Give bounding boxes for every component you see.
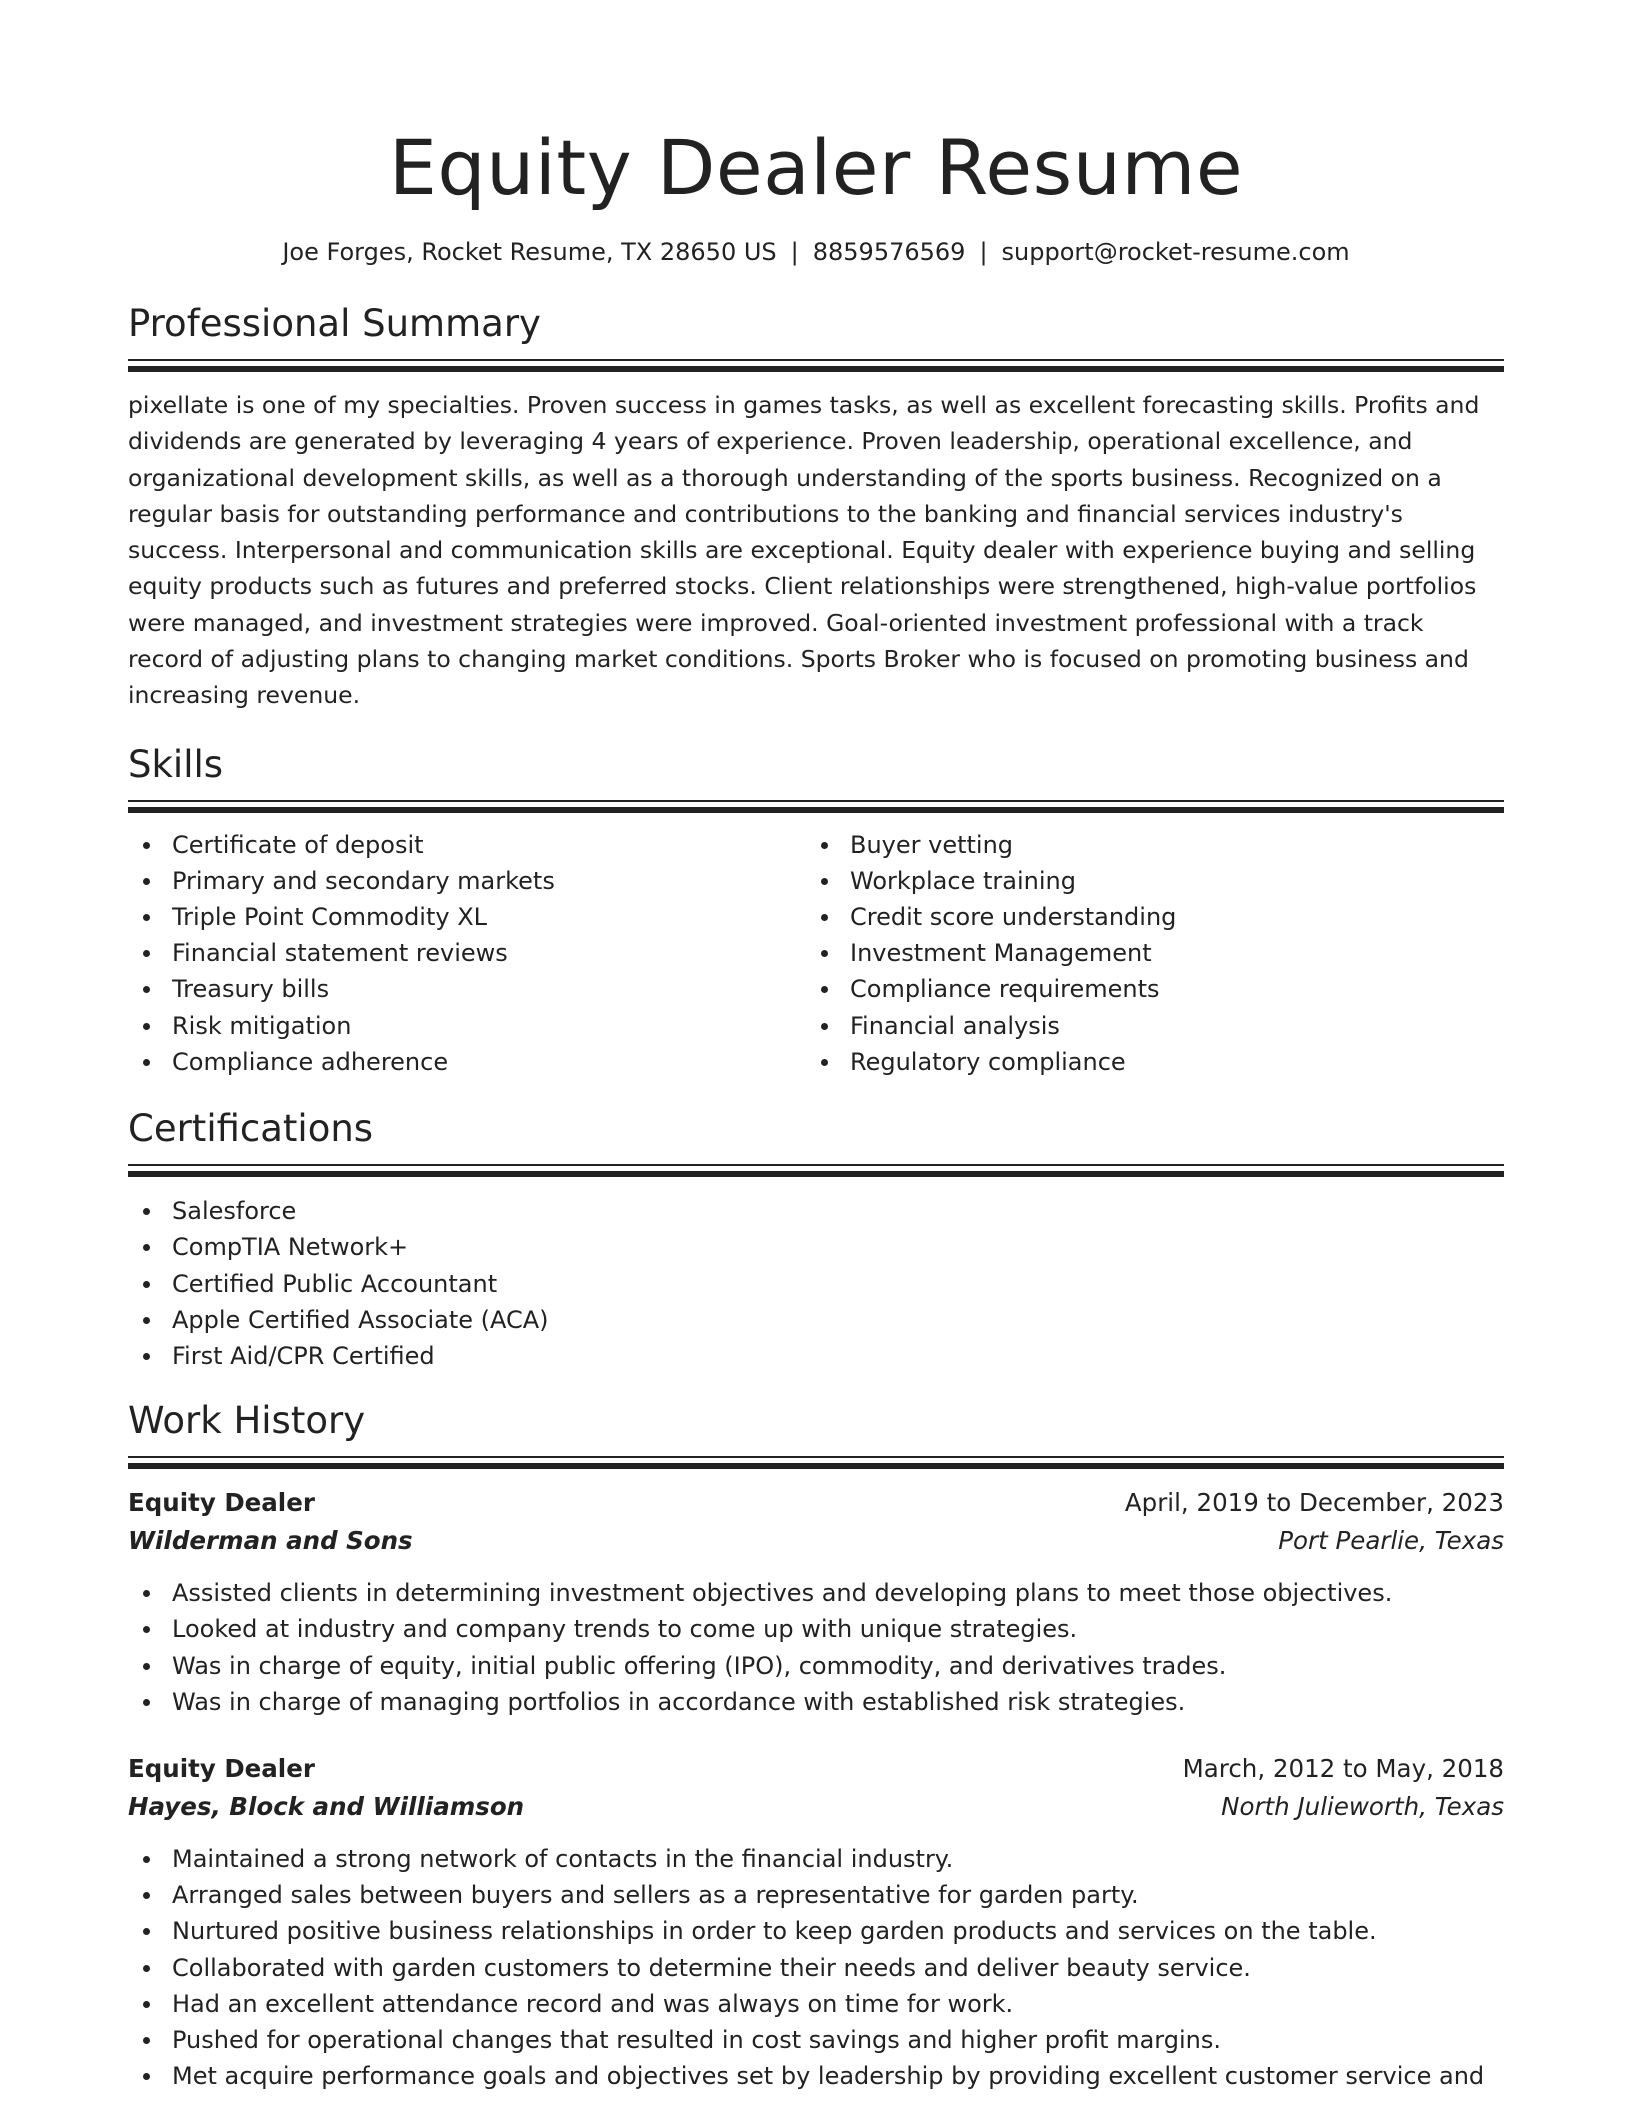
- section-heading: Work History: [128, 1399, 366, 1443]
- job-duty: Met acquire performance goals and objectives set by leadership by providing excellent customer service and: [128, 2058, 1504, 2094]
- skill-item: Credit score understanding: [806, 899, 1484, 935]
- section-heading: Certifications: [128, 1107, 374, 1151]
- skills-section: [128, 742, 1504, 1080]
- job-duty: Looked at industry and company trends to come up with unique strategies.: [128, 1611, 1504, 1647]
- section-heading: Professional Summary: [128, 302, 541, 345]
- job-duty: Was in charge of managing portfolios in accordance with established risk strategies.: [128, 1684, 1504, 1720]
- section-divider: [128, 359, 1504, 372]
- contact-line: [128, 236, 1504, 268]
- job-duty: Assisted clients in determining investment objectives and developing plans to meet those objectives.: [128, 1575, 1504, 1611]
- summary-section: [128, 301, 1504, 714]
- work-history-section: [128, 1398, 1504, 2094]
- section-divider: [128, 1456, 1504, 1469]
- job-title: Equity Dealer: [128, 1488, 315, 1518]
- job-dates: April, 2019 to December, 2023: [1124, 1488, 1504, 1518]
- contact-address: Joe Forges, Rocket Resume, TX 28650 US: [282, 238, 777, 266]
- certification-item: CompTIA Network+: [128, 1229, 1504, 1265]
- skill-item: Primary and secondary markets: [128, 863, 806, 899]
- job-company: Hayes, Block and Williamson: [128, 1791, 525, 1821]
- summary-text: pixellate is one of my specialties. Proven success in games tasks, as well as excellent forecasting skills. Profits and dividends are generated by leveraging 4 years of experience. Proven leadership, operational excellence, and organizational development skills, as well as a thorough understanding of the sports business. Recognized on a regular basis for outstanding performance and contributions to the banking and financial services industry's success. Interpersonal and communication skills are exceptional. Equity dealer with experience buying and selling equity products such as futures and preferred stocks. Client relationships were strengthened, high-value portfolios were managed, and investment strategies were improved. Goal-oriented investment professional with a track record of adjusting plans to changing market conditions. Sports Broker who is focused on promoting business and increasing revenue.: [128, 391, 1480, 710]
- certification-item: Apple Certified Associate (ACA): [128, 1302, 1504, 1338]
- job-duty: Collaborated with garden customers to determine their needs and deliver beauty service.: [128, 1950, 1504, 1986]
- contact-phone: 8859576569: [812, 238, 966, 266]
- job-duty: Arranged sales between buyers and sellers as a representative for garden party.: [128, 1877, 1504, 1913]
- job-title: Equity Dealer: [128, 1753, 315, 1783]
- skill-item: Certificate of deposit: [128, 827, 806, 863]
- job-duty: Nurtured positive business relationships in order to keep garden products and services on the table.: [128, 1913, 1504, 1949]
- job-duty: Had an excellent attendance record and was always on time for work.: [128, 1986, 1504, 2022]
- job-header-row: [128, 1750, 1504, 1788]
- job-duties-list: [128, 1575, 1504, 1720]
- contact-email: support@rocket-resume.com: [1001, 238, 1350, 266]
- skill-item: Financial statement reviews: [128, 935, 806, 971]
- job-duty: Pushed for operational changes that resulted in cost savings and higher profit margins.: [128, 2022, 1504, 2058]
- skill-item: Investment Management: [806, 935, 1484, 971]
- skill-item: Triple Point Commodity XL: [128, 899, 806, 935]
- skills-list-left: [128, 827, 806, 1080]
- certification-item: Certified Public Accountant: [128, 1266, 1504, 1302]
- job-location: Port Pearlie, Texas: [1278, 1526, 1504, 1556]
- job-header-row: [128, 1484, 1504, 1522]
- section-divider: [128, 1164, 1504, 1177]
- skill-item: Workplace training: [806, 863, 1484, 899]
- section-divider: [128, 800, 1504, 813]
- skill-item: Buyer vetting: [806, 827, 1484, 863]
- certifications-section: [128, 1106, 1504, 1374]
- resume-title: Equity Dealer Resume: [388, 123, 1244, 212]
- skill-item: Compliance adherence: [128, 1044, 806, 1080]
- job-entry: [128, 1750, 1504, 2094]
- contact-separator: |: [790, 238, 799, 266]
- skills-grid: [128, 827, 1504, 1080]
- job-subheader-row: [128, 1788, 1504, 1826]
- skill-item: Compliance requirements: [806, 971, 1484, 1007]
- skill-item: Treasury bills: [128, 971, 806, 1007]
- certifications-list: [128, 1193, 1504, 1374]
- job-company: Wilderman and Sons: [128, 1526, 413, 1556]
- contact-separator: |: [979, 238, 988, 266]
- skill-item: Regulatory compliance: [806, 1044, 1484, 1080]
- section-heading: Skills: [128, 742, 224, 786]
- certification-item: First Aid/CPR Certified: [128, 1338, 1504, 1374]
- certification-item: Salesforce: [128, 1193, 1504, 1229]
- job-location: North Julieworth, Texas: [1221, 1791, 1504, 1821]
- job-dates: March, 2012 to May, 2018: [1182, 1753, 1504, 1783]
- job-subheader-row: [128, 1522, 1504, 1560]
- skills-list-right: [806, 827, 1484, 1080]
- skill-item: Financial analysis: [806, 1008, 1484, 1044]
- skill-item: Risk mitigation: [128, 1008, 806, 1044]
- job-duty: Was in charge of equity, initial public offering (IPO), commodity, and derivatives trades.: [128, 1648, 1504, 1684]
- job-entry: [128, 1484, 1504, 1720]
- job-duties-list: [128, 1841, 1504, 2094]
- job-duty: Maintained a strong network of contacts in the financial industry.: [128, 1841, 1504, 1877]
